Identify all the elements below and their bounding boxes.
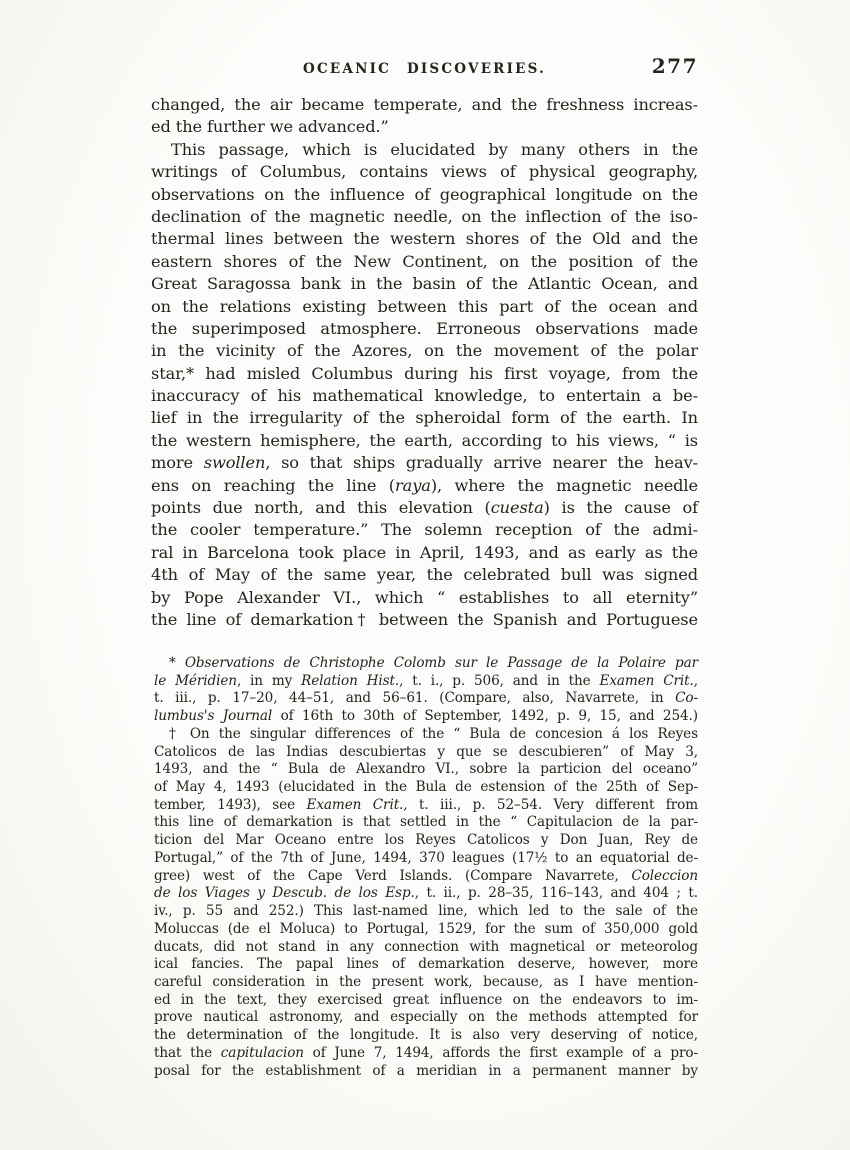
text-line: posal for the establishment of a meridian in a permanent manner by	[154, 1062, 698, 1079]
text-line: the western hemisphere, the earth, according to his views, “ is	[151, 430, 698, 450]
text-line: the cooler temperature.” The solemn reception of the admi-	[151, 520, 698, 540]
text-line: the superimposed atmosphere. Erroneous observations made	[151, 318, 698, 338]
text-line: ical fancies. The papal lines of demarkation deserve, however, more	[154, 956, 698, 973]
text-line: Portugal,” of the 7th of June, 1494, 370 leagues (17½ to an equatorial de-	[154, 849, 698, 866]
text-line: star,* had misled Columbus during his first voyage, from the	[151, 363, 698, 383]
text-line: prove nautical astronomy, and especially on the methods attempted for	[154, 1009, 698, 1026]
text-line: declination of the magnetic needle, on the inflection of the iso-	[151, 206, 698, 226]
text-line: the line of demarkation† between the Spanish and Portuguese	[151, 609, 698, 629]
text-line: * Observations de Christophe Colomb sur le Passage de la Polaire par	[169, 655, 698, 671]
text-line: † On the singular differences of the “ Bula de concesion á los Reyes	[169, 725, 698, 742]
text-line: in the vicinity of the Azores, on the movement of the polar	[151, 341, 698, 361]
running-title: OCEANIC DISCOVERIES.	[303, 61, 546, 77]
text-line: ens on reaching the line (raya), where the magnetic needle	[151, 475, 698, 495]
text-line: gree) west of the Cape Verd Islands. (Compare Navarrete, Coleccion	[154, 867, 698, 884]
text-line: the determination of the longitude. It is also very deserving of notice,	[154, 1027, 698, 1044]
text-line: 1493, and the “ Bula de Alexandro VI., sobre la particion del oceano”	[154, 761, 698, 778]
text-line: that the capitulacion of June 7, 1494, affords the first example of a pro-	[154, 1044, 698, 1061]
text-line: observations on the influence of geographical longitude on the	[151, 184, 698, 204]
text-line: Moluccas (de el Moluca) to Portugal, 1529, for the sum of 350,000 gold	[154, 920, 698, 937]
text-line: tember, 1493), see Examen Crit., t. iii., p. 52–54. Very different from	[154, 796, 698, 813]
text-line: le Méridien, in my Relation Hist., t. i., p. 506, and in the Examen Crit.,	[154, 672, 698, 689]
text-line: ed the further we advanced.”	[151, 117, 389, 137]
text-line: this line of demarkation is that settled in the “ Capitulacion de la par-	[154, 814, 698, 831]
text-line: changed, the air became temperate, and the freshness increas-	[151, 95, 698, 114]
text-line: Catolicos de las Indias descubiertas y que se descubieren” of May 3,	[154, 743, 698, 760]
text-line: careful consideration in the present work, because, as I have mention-	[154, 973, 698, 990]
text-line: This passage, which is elucidated by many others in the	[171, 139, 698, 159]
text-line: ral in Barcelona took place in April, 1493, and as early as the	[151, 542, 698, 562]
text-line: inaccuracy of his mathematical knowledge, to entertain a be-	[151, 386, 698, 406]
text-line: 4th of May of the same year, the celebrated bull was signed	[151, 565, 698, 585]
text-line: lief in the irregularity of the spheroidal form of the earth. In	[151, 408, 698, 428]
text-line: t. iii., p. 17–20, 44–51, and 56–61. (Compare, also, Navarrete, in Co-	[154, 690, 698, 707]
text-line: more swollen, so that ships gradually arrive nearer the heav-	[151, 453, 698, 473]
page-number: 277	[651, 54, 698, 78]
footnotes	[154, 655, 698, 1080]
text-line: of May 4, 1493 (elucidated in the Bula de estension of the 25th of Sep-	[154, 779, 698, 796]
text-line: points due north, and this elevation (cuesta) is the cause of	[151, 498, 698, 518]
text-line: thermal lines between the western shores of the Old and the	[151, 229, 698, 249]
text-line: ducats, did not stand in any connection with magnetical or meteorolog	[154, 938, 698, 955]
text-line: de los Viages y Descub. de los Esp., t. ii., p. 28–35, 116–143, and 404 ; t.	[154, 885, 698, 902]
text-line: ticion del Mar Oceano entre los Reyes Catolicos y Don Juan, Rey de	[154, 832, 698, 849]
text-line: writings of Columbus, contains views of physical geography,	[151, 162, 698, 182]
text-line: lumbus's Journal of 16th to 30th of September, 1492, p. 9, 15, and 254.)	[154, 708, 698, 725]
text-line: by Pope Alexander VI., which “ establishes to all eternity”	[151, 587, 698, 607]
text-line: on the relations existing between this part of the ocean and	[151, 296, 698, 316]
text-line: ed in the text, they exercised great influence on the endeavors to im-	[154, 991, 698, 1008]
text-line: Great Saragossa bank in the basin of the Atlantic Ocean, and	[151, 274, 698, 294]
page-header	[151, 54, 698, 80]
main-text	[151, 94, 698, 631]
text-line: eastern shores of the New Continent, on the position of the	[151, 251, 698, 271]
text-line: iv., p. 55 and 252.) This last-named line, which led to the sale of the	[154, 903, 698, 920]
